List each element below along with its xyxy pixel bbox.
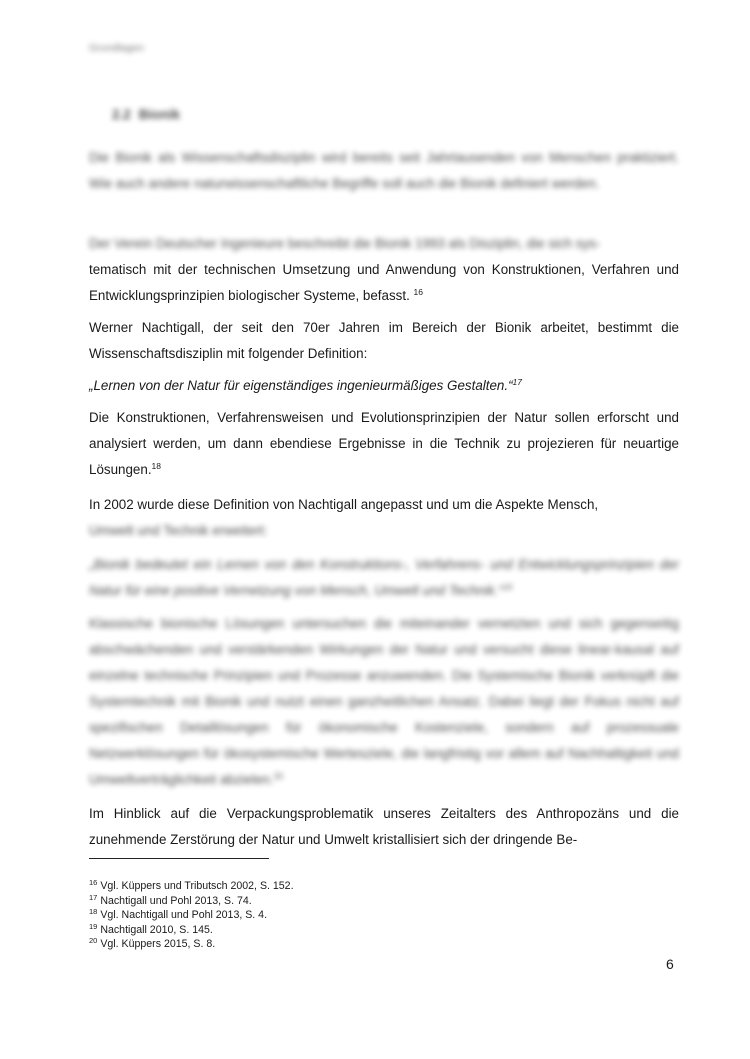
- running-header: Grundlagen: [89, 42, 144, 54]
- footnote-item: [89, 908, 294, 923]
- paragraph-2002-line2-clip: [0, 521, 750, 539]
- section-title: Bionik: [138, 107, 181, 122]
- definition-quote: [89, 373, 679, 399]
- page-number: 6: [666, 956, 674, 972]
- extended-definition-quote-text: „Bionik bedeutet ein Lernen von den Konstruktions-, Verfahrens- und Entwicklungsprinzipien der Natur für eine positive Vernetzung von Mensch, Umwelt und Technik.“: [89, 557, 679, 598]
- section-heading: [112, 107, 180, 122]
- footnote-item: [89, 923, 294, 938]
- footnote-separator: [89, 858, 269, 859]
- paragraph-vdi-text: tematisch mit der technischen Umsetzung und Anwendung von Konstruktionen, Verfahren und Entwicklungsprinzipien biologischer Systeme, befasst.: [89, 262, 679, 303]
- footnote-text: Vgl. Küppers und Tributsch 2002, S. 152.: [100, 880, 294, 892]
- footnote-ref-16: 16: [413, 287, 423, 297]
- footnote-number: 19: [89, 921, 98, 931]
- footnote-ref-19: 19: [502, 582, 513, 592]
- definition-quote-text: „Lernen von der Natur für eigenständiges ingenieurmäßiges Gestalten.“: [89, 378, 513, 393]
- paragraph-nachtigall: Werner Nachtigall, der seit den 70er Jahren im Bereich der Bionik arbeitet, bestimmt die Wissenschaftsdisziplin mit folgender Definition:: [89, 320, 679, 361]
- paragraph-packaging: Im Hinblick auf die Verpackungsproblematik unseres Zeitalters des Anthropozäns und die zunehmende Zerstörung der Natur und Umwelt kristallisiert sich der dringende Be-: [89, 806, 679, 847]
- footnote-text: Nachtigall 2010, S. 145.: [100, 923, 213, 936]
- footnote-ref-18: 18: [151, 461, 162, 471]
- footnote-number: 18: [89, 907, 98, 917]
- section-number: 2.2: [112, 107, 131, 122]
- footnote-item: [89, 879, 294, 894]
- paragraph-2002-line2: Umwelt und Technik erweitert:: [89, 523, 268, 538]
- paragraph-konstruktionen: [89, 405, 679, 483]
- footnote-ref-17: 17: [512, 377, 522, 387]
- footnote-item: [89, 937, 294, 952]
- footnote-number: 16: [89, 878, 98, 887]
- paragraph-vdi: [89, 257, 679, 309]
- footnote-number: 17: [89, 892, 98, 902]
- paragraph-systemic-bionics-text: Klassische bionische Lösungen untersuchen die miteinander vernetzten und sich gegenseitig abschwächenden und verstärkenden Wirkungen der Natur und versucht diese linear-kausal auf einzelne technische Prinzipien und Prozesse anzuwenden. Die Systemische Bionik verknüpft die Systemtechnik mit Bionik und nutzt einen ganzheitlichen Ansatz. Dabei liegt der Fokus nicht auf spezifischen Detaillösungen für ökonomische Kostenziele, sondern auf prozessuale Netzwerklösungen für ökosystemische Wertesziele, die langfristig vor allem auf Nachhaltigkeit und Umweltverträglichkeit abzielen.: [89, 616, 679, 787]
- footnote-ref-20: 20: [273, 771, 284, 781]
- paragraph-vdi-first-line: Der Verein Deutscher Ingenieure beschreibt die Bionik 1993 als Disziplin, die sich sys-: [89, 236, 601, 251]
- paragraph-2002-line1: In 2002 wurde diese Definition von Nachtigall angepasst und um die Aspekte Mensch,: [89, 497, 599, 512]
- paragraph-systemic-bionics: [89, 611, 679, 793]
- footnote-text: Vgl. Nachtigall und Pohl 2013, S. 4.: [100, 909, 268, 922]
- paragraph-konstruktionen-text: Die Konstruktionen, Verfahrensweisen und Evolutionsprinzipien der Natur sollen erforscht und analysiert werden, um dann ebendiese Ergebnisse in die Technik zu projezieren für neuartige Lösungen.: [89, 410, 679, 477]
- footnote-text: Vgl. Küppers 2015, S. 8.: [100, 938, 216, 951]
- extended-definition-quote: [89, 552, 679, 604]
- footnote-list: [89, 879, 294, 952]
- paragraph-intro: Die Bionik als Wissenschaftsdisziplin wird bereits seit Jahrtausenden von Menschen praktiziert. Wie auch andere naturwissenschaftliche Begriffe soll auch die Bionik definiert werden.: [89, 150, 679, 191]
- footnote-item: [89, 894, 294, 909]
- footnote-text: Nachtigall und Pohl 2013, S. 74.: [100, 894, 252, 907]
- footnote-number: 20: [89, 936, 98, 946]
